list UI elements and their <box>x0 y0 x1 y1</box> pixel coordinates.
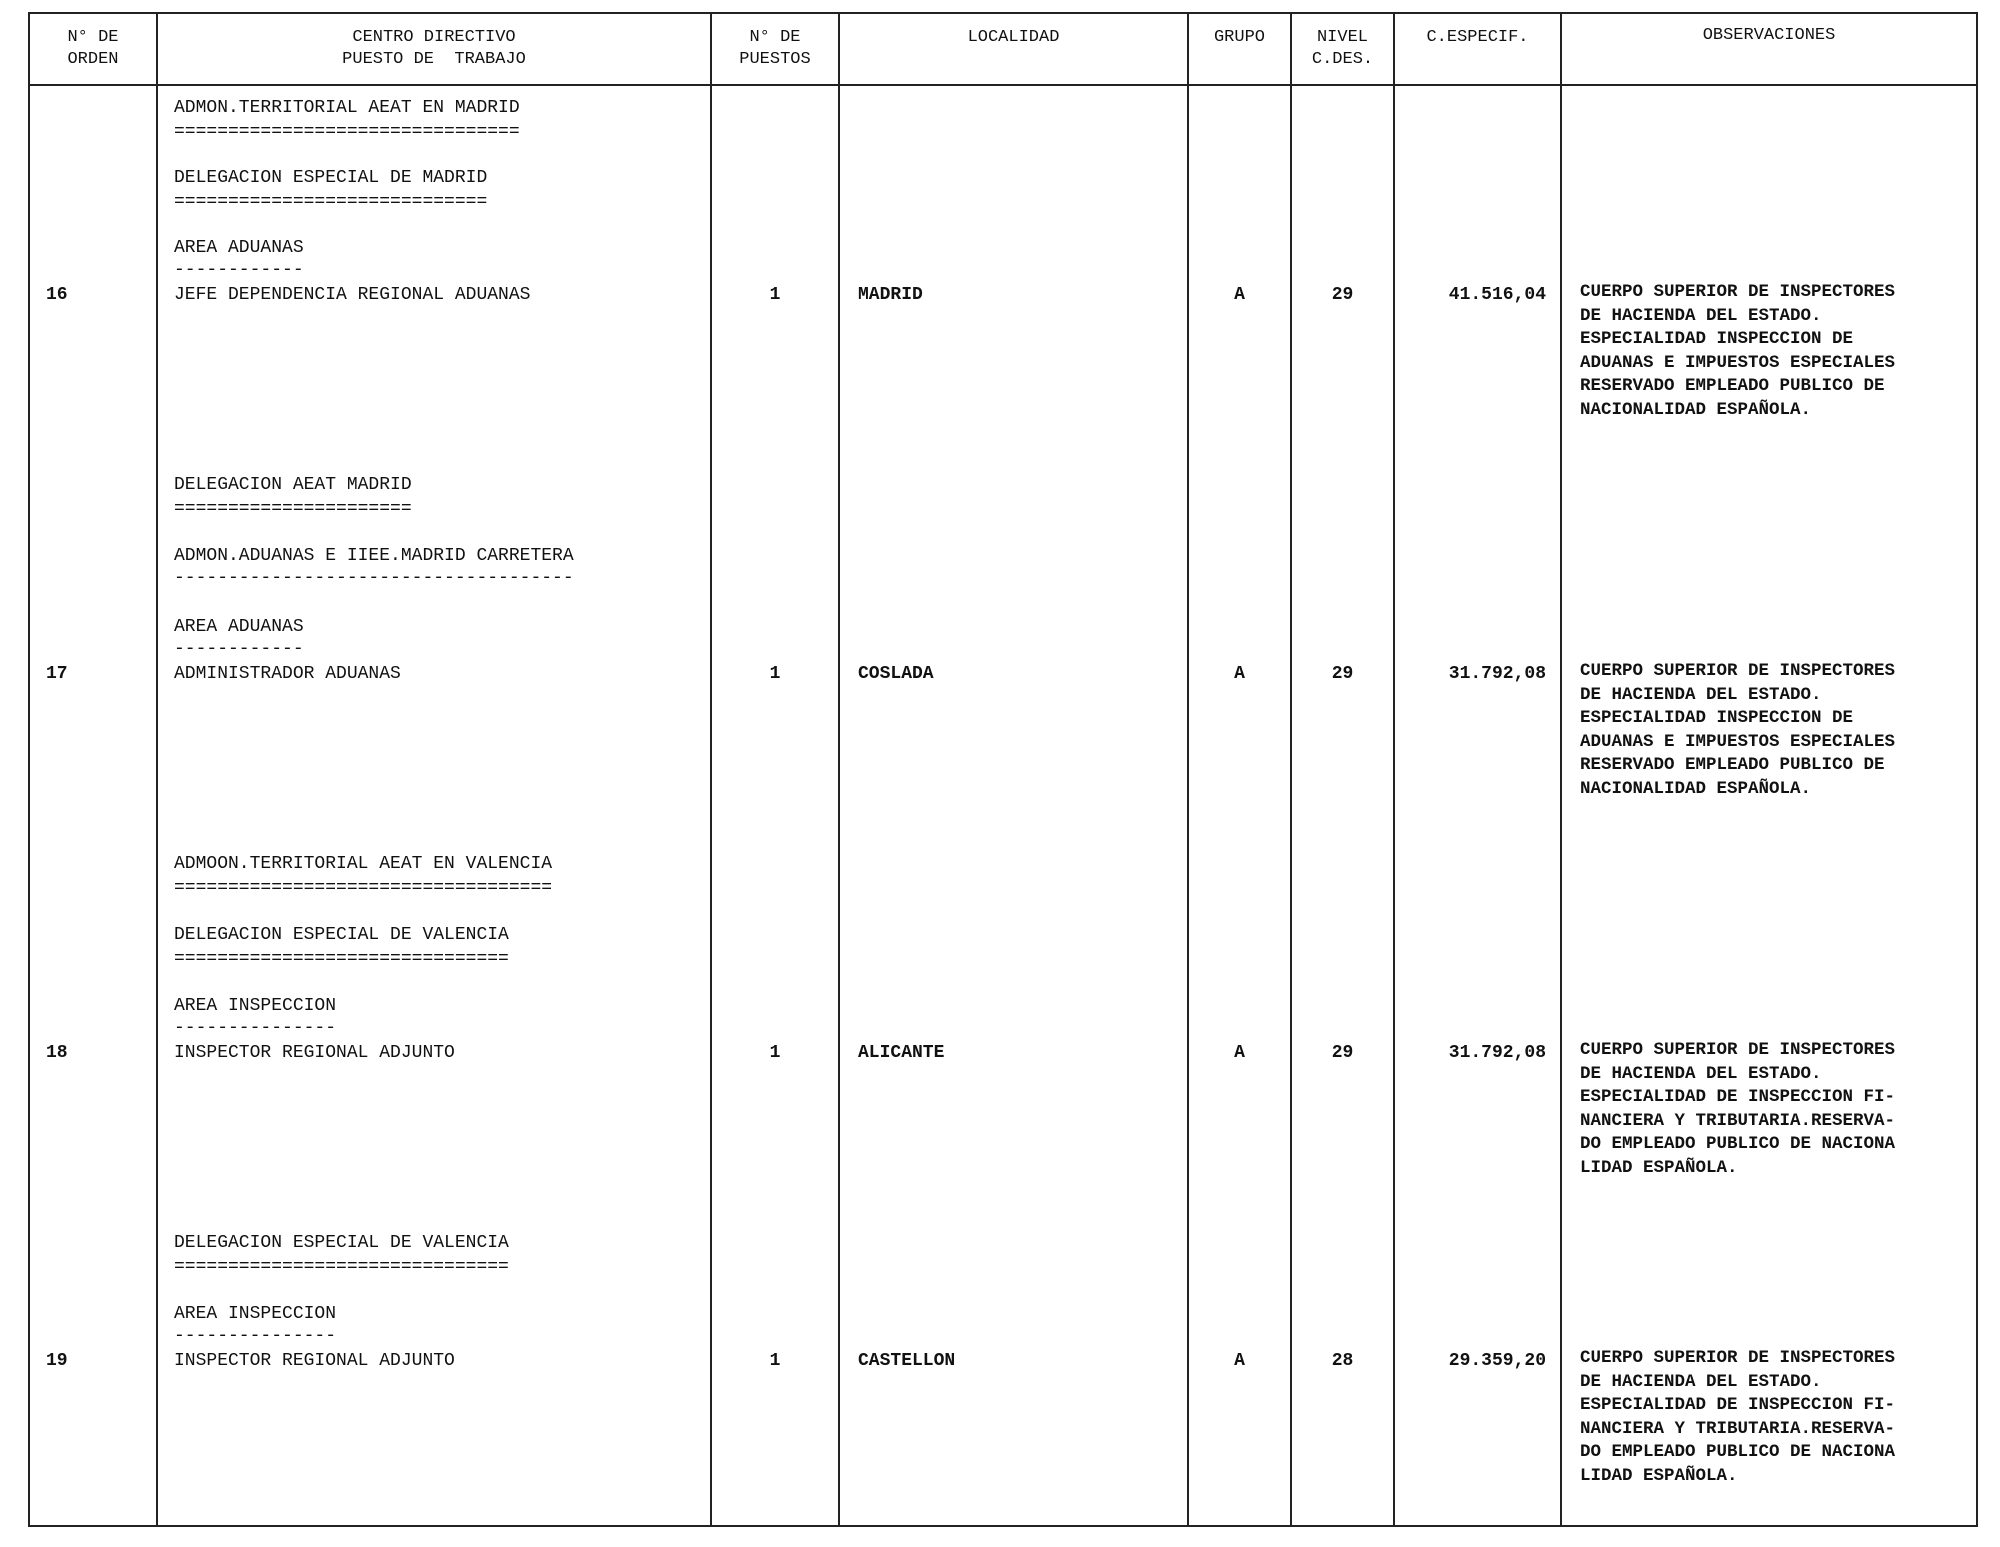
header-centro-line2: PUESTO DE TRABAJO <box>342 50 526 69</box>
row-localidad: MADRID <box>858 285 923 305</box>
section-title: AREA INSPECCION <box>174 1304 337 1324</box>
row-grupo: A <box>1234 1351 1245 1371</box>
row-grupo: A <box>1234 1043 1245 1063</box>
section-rule: ------------ <box>174 639 304 659</box>
column-border <box>1290 12 1292 1527</box>
row-nivel: 29 <box>1331 1043 1354 1063</box>
section-title: ADMON.ADUANAS E IIEE.MADRID CARRETERA <box>174 546 574 566</box>
row-observaciones: CUERPO SUPERIOR DE INSPECTORES DE HACIENDA DEL ESTADO. ESPECIALIDAD DE INSPECCION FI- NANCIERA Y TRIBUTARIA.RESERVA- DO EMPLEADO PUBLICO DE NACIONA LIDAD ESPAÑOLA. <box>1580 1348 1896 1486</box>
row-especif: 29.359,20 <box>1448 1351 1546 1371</box>
row-puesto: JEFE DEPENDENCIA REGIONAL ADUANAS <box>174 285 531 305</box>
section-rule: =============================== <box>174 1257 509 1277</box>
row-especif: 31.792,08 <box>1448 1043 1546 1063</box>
header-grupo: GRUPO <box>1213 28 1265 47</box>
section-title: DELEGACION ESPECIAL DE VALENCIA <box>174 925 509 945</box>
section-rule: ============================= <box>174 192 488 212</box>
section-rule: --------------- <box>174 1326 337 1346</box>
row-puesto: INSPECTOR REGIONAL ADJUNTO <box>174 1043 455 1063</box>
row-observaciones: CUERPO SUPERIOR DE INSPECTORES DE HACIENDA DEL ESTADO. ESPECIALIDAD DE INSPECCION FI- NANCIERA Y TRIBUTARIA.RESERVA- DO EMPLEADO PUBLICO DE NACIONA LIDAD ESPAÑOLA. <box>1580 1040 1896 1178</box>
row-nivel: 28 <box>1331 1351 1354 1371</box>
row-orden: 17 <box>46 664 68 684</box>
row-nivel: 29 <box>1331 664 1354 684</box>
section-rule: ------------------------------------- <box>174 568 574 588</box>
column-border <box>1560 12 1562 1527</box>
section-title: AREA ADUANAS <box>174 617 304 637</box>
section-rule: =============================== <box>174 949 509 969</box>
header-orden-line1: N° DE <box>67 28 119 47</box>
column-border <box>1393 12 1395 1527</box>
row-observaciones: CUERPO SUPERIOR DE INSPECTORES DE HACIENDA DEL ESTADO. ESPECIALIDAD INSPECCION DE ADUANAS E IMPUESTOS ESPECIALES RESERVADO EMPLEADO PUBLICO DE NACIONALIDAD ESPAÑOLA. <box>1580 661 1896 799</box>
row-localidad: COSLADA <box>858 664 934 684</box>
row-especif: 31.792,08 <box>1448 664 1546 684</box>
header-orden-line2: ORDEN <box>67 50 119 69</box>
row-num-puestos: 1 <box>769 664 781 684</box>
row-num-puestos: 1 <box>769 285 781 305</box>
header-nivel-line1: NIVEL <box>1316 28 1368 47</box>
section-title: DELEGACION ESPECIAL DE MADRID <box>174 168 488 188</box>
column-border <box>156 12 158 1527</box>
table-bottom-border <box>28 1525 1978 1527</box>
row-localidad: ALICANTE <box>858 1043 945 1063</box>
row-grupo: A <box>1234 664 1245 684</box>
header-puestos-line1: N° DE <box>749 28 801 47</box>
header-separator <box>28 84 1978 86</box>
section-rule: --------------- <box>174 1018 337 1038</box>
row-observaciones: CUERPO SUPERIOR DE INSPECTORES DE HACIENDA DEL ESTADO. ESPECIALIDAD INSPECCION DE ADUANAS E IMPUESTOS ESPECIALES RESERVADO EMPLEADO PUBLICO DE NACIONALIDAD ESPAÑOLA. <box>1580 282 1896 420</box>
column-border <box>710 12 712 1527</box>
row-num-puestos: 1 <box>769 1043 781 1063</box>
row-localidad: CASTELLON <box>858 1351 956 1371</box>
header-centro-line1: CENTRO DIRECTIVO <box>352 28 516 47</box>
section-title: DELEGACION ESPECIAL DE VALENCIA <box>174 1233 509 1253</box>
row-puesto: ADMINISTRADOR ADUANAS <box>174 664 401 684</box>
section-rule: ====================== <box>174 499 412 519</box>
section-title: ADMOON.TERRITORIAL AEAT EN VALENCIA <box>174 854 553 874</box>
header-nivel-line2: C.DES. <box>1311 50 1374 69</box>
row-orden: 19 <box>46 1351 68 1371</box>
column-border <box>28 12 30 1527</box>
section-title: AREA ADUANAS <box>174 238 304 258</box>
table-top-border <box>28 12 1978 14</box>
row-orden: 16 <box>46 285 68 305</box>
row-nivel: 29 <box>1331 285 1354 305</box>
column-border <box>838 12 840 1527</box>
section-title: DELEGACION AEAT MADRID <box>174 475 412 495</box>
section-title: AREA INSPECCION <box>174 996 337 1016</box>
row-orden: 18 <box>46 1043 68 1063</box>
column-border <box>1976 12 1978 1527</box>
column-border <box>1187 12 1189 1527</box>
section-title: ADMON.TERRITORIAL AEAT EN MADRID <box>174 98 520 118</box>
row-especif: 41.516,04 <box>1448 285 1546 305</box>
row-num-puestos: 1 <box>769 1351 781 1371</box>
header-puestos-line2: PUESTOS <box>739 50 811 69</box>
header-especif: C.ESPECIF. <box>1426 28 1529 47</box>
section-rule: ------------ <box>174 260 304 280</box>
header-observaciones: OBSERVACIONES <box>1702 26 1836 45</box>
section-rule: ================================ <box>174 122 520 142</box>
section-rule: =================================== <box>174 878 553 898</box>
row-grupo: A <box>1234 285 1245 305</box>
header-localidad: LOCALIDAD <box>967 28 1060 47</box>
row-puesto: INSPECTOR REGIONAL ADJUNTO <box>174 1351 455 1371</box>
